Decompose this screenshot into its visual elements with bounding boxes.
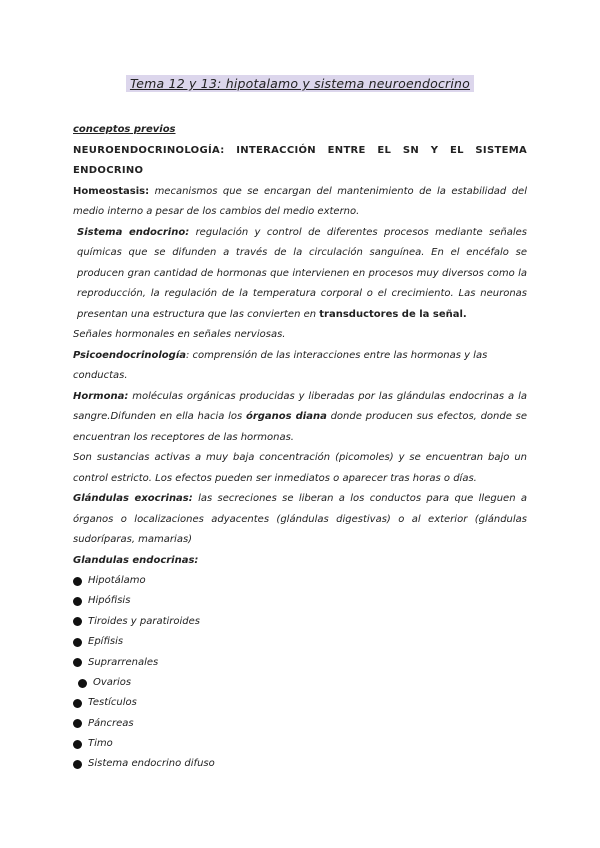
bullet-icon [73,719,82,728]
bullet-icon [78,679,87,688]
list-item: Hipófisis [73,591,527,611]
list-item: Testículos [73,693,527,713]
text-exocrinas: las secreciones se liberan a los conductos para que lleguen a órganos o localizaciones adyacentes (glándulas digestivas) o al exterior (glándulas sudoríparas, mamarias) [73,493,527,545]
list-item: Timo [73,734,527,754]
text-sistema-endocrino: regulación y control de diferentes procesos mediante señales químicas que se difunden a través de la circulación sanguínea. En el encéfalo se producen gran cantidad de hormonas que intervienen en procesos muy diversos como la reproducción, la regulación de la temperatura corporal o el crecimiento. Las neuronas presentan una estructura que las convierten en [77,226,528,320]
text-hormona-1: moléculas orgánicas producidas y liberadas por las glándulas endocrinas a la sangre.Difunden en ella hacia los [73,390,527,422]
bullet-icon [73,617,82,626]
list-item: Tiroides y paratiroides [73,612,527,632]
term-sistema-endocrino: Sistema endocrino: [77,226,190,238]
term-psicoendocrinologia: Psicoendocrinología [73,349,186,361]
list-item: Suprarrenales [73,653,527,673]
list-item: Hipotálamo [73,571,527,591]
glands-list [73,571,527,775]
section-heading: conceptos previos [73,124,176,135]
endocrinas-heading: Glandulas endocrinas: [73,554,199,566]
main-heading: NEUROENDOCRINOLOGÍA: INTERACCIÓN ENTRE EL SN Y EL SISTEMA ENDOCRINO [73,144,527,176]
term-hormona: Hormona: [73,390,129,402]
title-row [0,73,600,92]
bullet-icon [73,740,82,749]
paragraph-psicoendocrinologia [73,346,527,387]
line-senales: Señales hormonales en señales nerviosas. [73,329,286,340]
list-item: Epífisis [73,632,527,652]
paragraph-sustancias: Son sustancias activas a muy baja concentración (picomoles) y se encuentran bajo un control estricto. Los efectos pueden ser inmediatos o aparecer tras horas o días. [73,452,527,484]
text-psicoendocrinologia: : comprensión de las interacciones entre las hormonas y las conductas. [73,349,488,381]
bold-transductores: transductores de la señal. [319,308,467,320]
bullet-icon [73,577,82,586]
paragraph-exocrinas [73,489,527,551]
bullet-icon [73,760,82,769]
list-item: Sistema endocrino difuso [73,755,527,775]
text-hormona-2: donde producen sus efectos, donde se encuentran los receptores de las hormonas. [73,411,527,443]
document-body [73,120,527,775]
paragraph-hormona [73,387,527,449]
list-item: Páncreas [73,714,527,734]
page-title: Tema 12 y 13: hipotalamo y sistema neuroendocrino [126,75,474,92]
term-exocrinas: Glándulas exocrinas: [73,493,193,504]
text-homeostasis: mecanismos que se encargan del mantenimiento de la estabilidad del medio interno a pesar de los cambios del medio externo. [73,185,527,217]
bullet-icon [73,658,82,667]
bullet-icon [73,638,82,647]
term-homeostasis: Homeostasis: [73,185,150,197]
paragraph-homeostasis [73,182,527,223]
paragraph-sistema-endocrino [73,223,527,326]
bullet-icon [73,597,82,606]
bold-organos-diana: órganos diana [245,411,327,422]
list-item: Ovarios [73,673,527,693]
bullet-icon [73,699,82,708]
